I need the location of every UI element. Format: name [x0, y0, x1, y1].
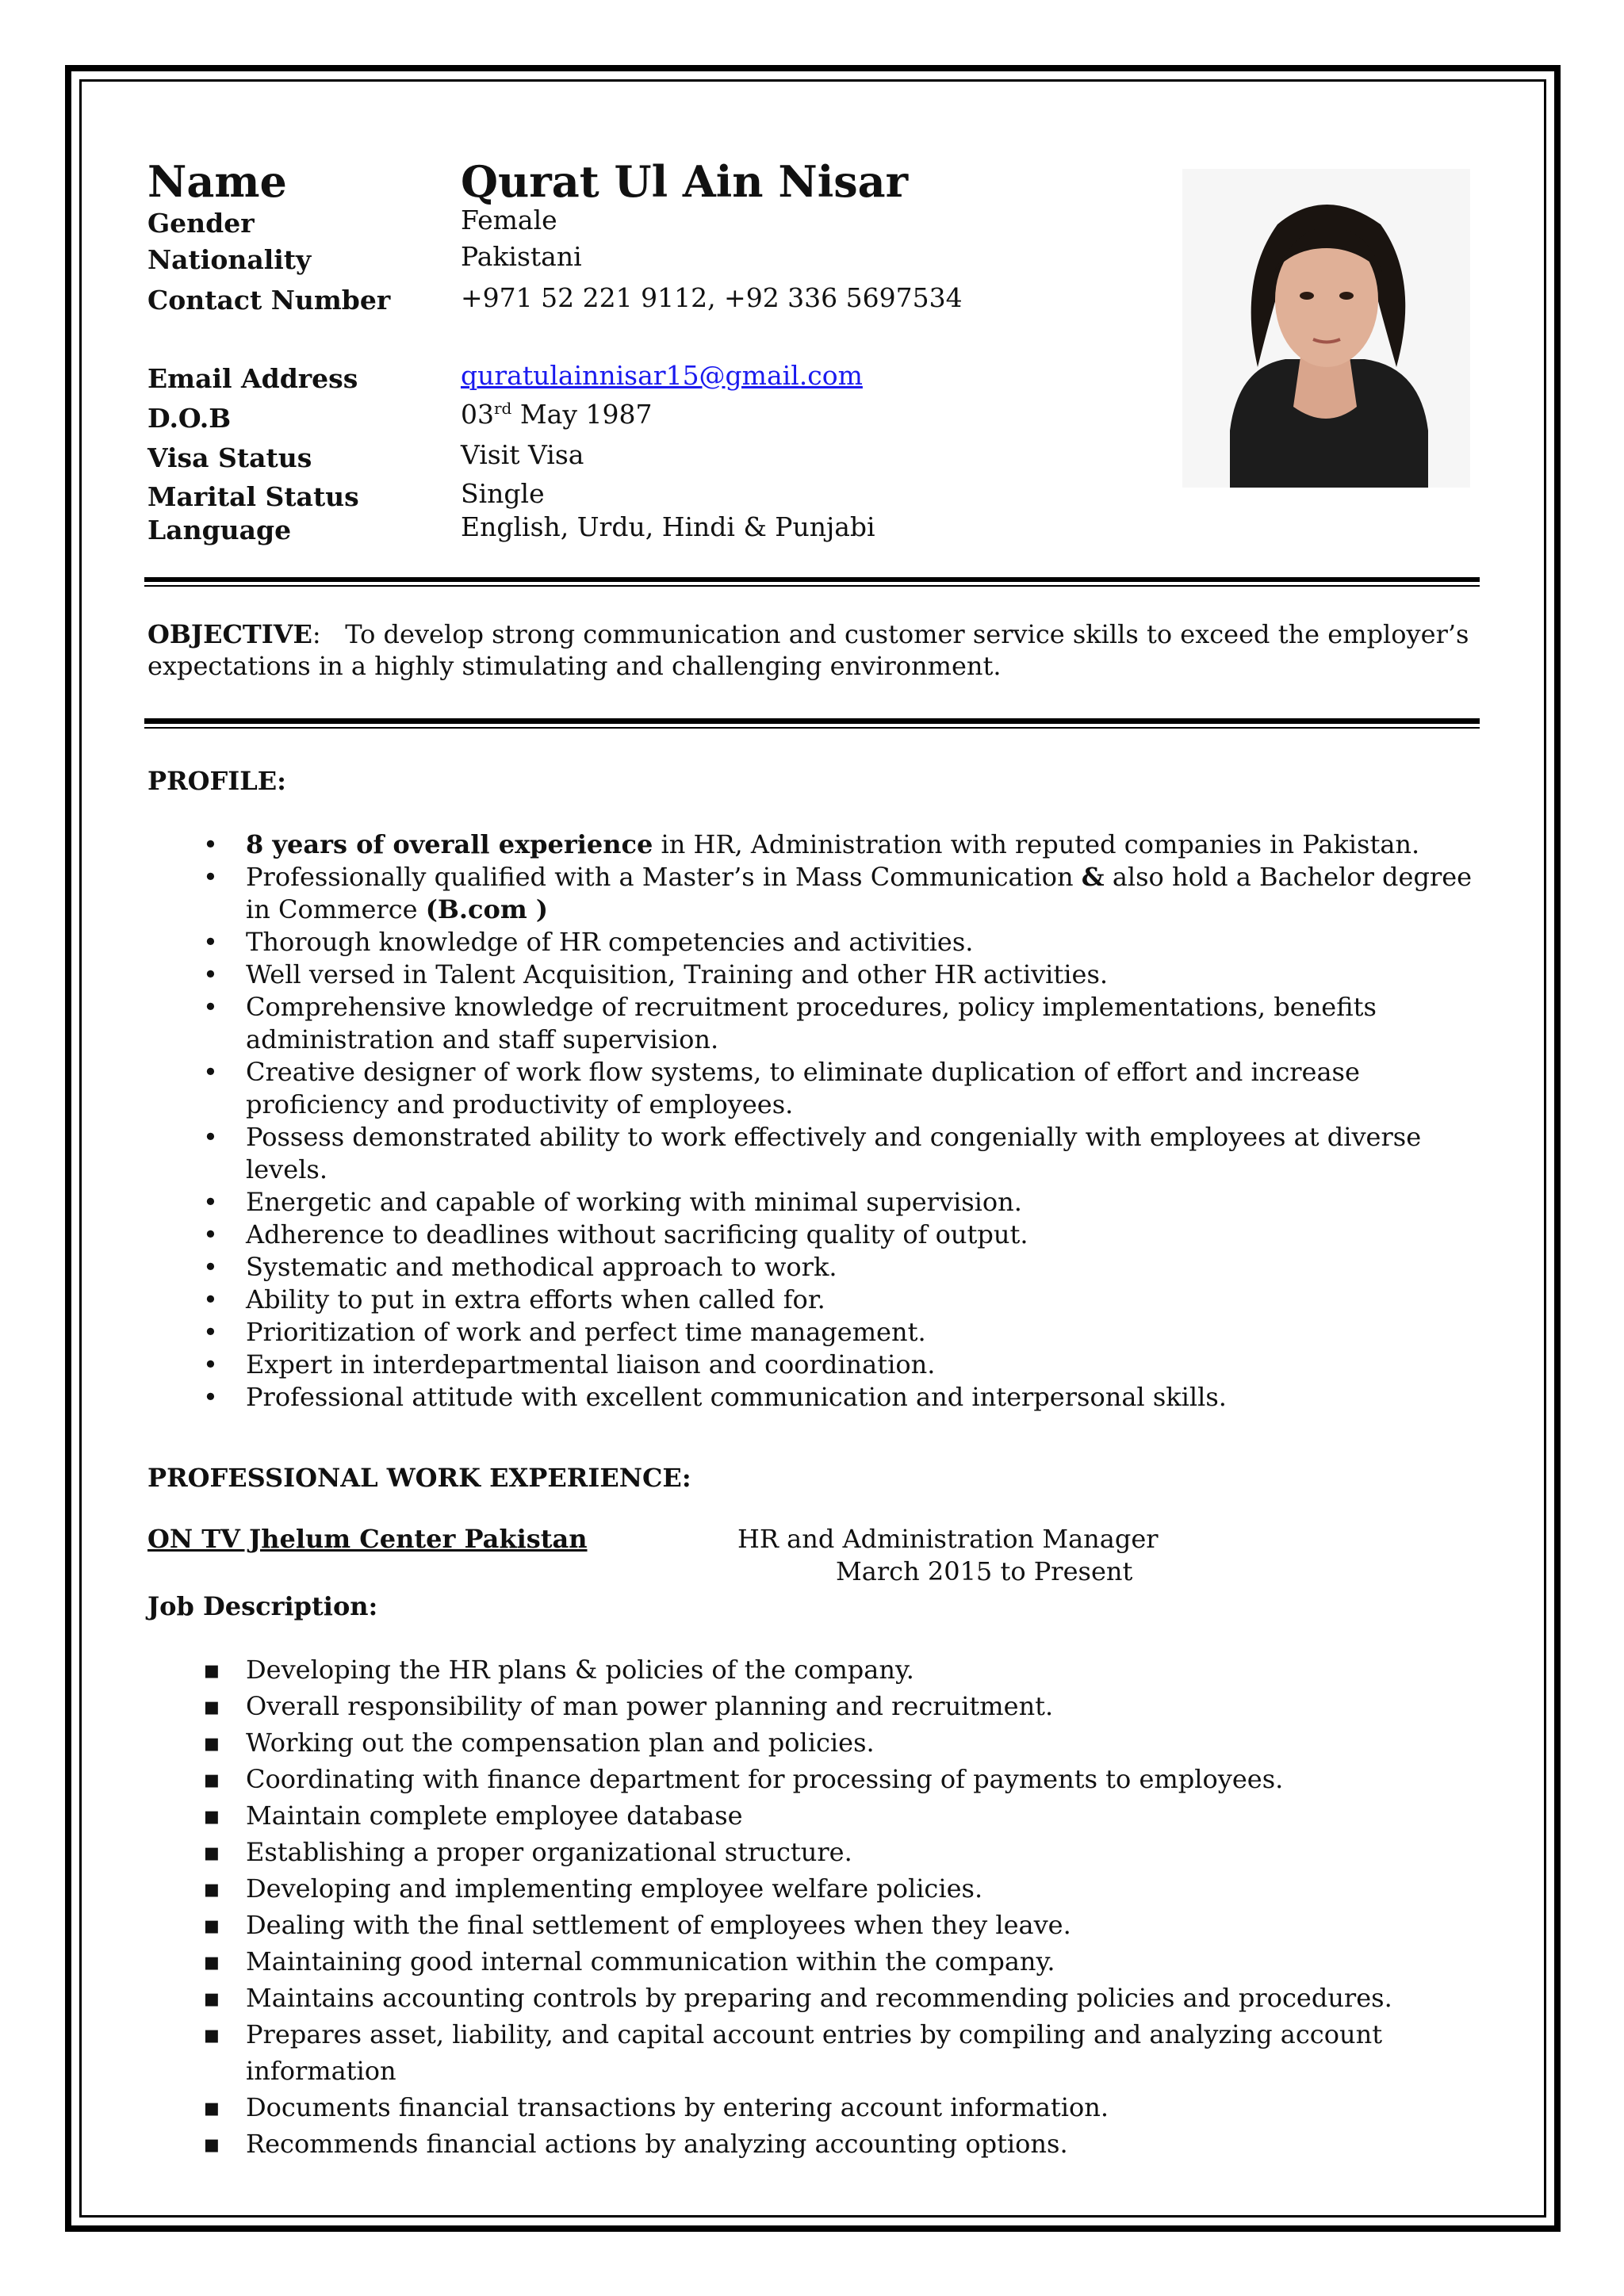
- duty-text: Maintain complete employee database: [246, 1800, 743, 1831]
- profile-item-text: Expert in interdepartmental liaison and coordination.: [246, 1349, 936, 1380]
- gender-value: Female: [461, 205, 557, 235]
- language-label: Language: [147, 515, 292, 545]
- marital-value: Single: [461, 478, 545, 509]
- bullet-icon: •: [203, 992, 218, 1022]
- profile-item: [147, 1284, 1488, 1316]
- job-description-label: Job Description:: [147, 1591, 378, 1621]
- profile-heading: PROFILE:: [147, 766, 286, 796]
- contact-label: Contact Number: [147, 285, 391, 316]
- profile-item-text: in HR, Administration with reputed companies in Pakistan.: [653, 829, 1420, 859]
- profile-item: [147, 1251, 1488, 1284]
- bullet-icon: •: [203, 1382, 218, 1412]
- bullet-icon: •: [203, 1349, 218, 1380]
- profile-item-text: Adherence to deadlines without sacrificing quality of output.: [246, 1219, 1028, 1249]
- language-value: English, Urdu, Hindi & Punjabi: [461, 511, 875, 542]
- duty-item: [147, 2089, 1488, 2126]
- name-label: Name: [147, 156, 287, 207]
- contact-value: +971 52 221 9112, +92 336 5697534: [461, 282, 963, 313]
- profile-item-text: Ability to put in extra efforts when called for.: [246, 1284, 825, 1314]
- section-divider-thin: [144, 585, 1480, 587]
- square-bullet-icon: ▪: [203, 1655, 220, 1685]
- bullet-icon: •: [203, 959, 218, 989]
- job-period: March 2015 to Present: [836, 1556, 1133, 1586]
- profile-list: [147, 828, 1488, 1414]
- duty-item: [147, 1797, 1488, 1834]
- square-bullet-icon: ▪: [203, 1728, 220, 1758]
- nationality-label: Nationality: [147, 244, 312, 275]
- profile-item: [147, 1121, 1488, 1186]
- bullet-icon: •: [203, 862, 218, 892]
- email-label: Email Address: [147, 363, 358, 394]
- objective-colon: :: [312, 619, 321, 649]
- section-divider: [144, 577, 1480, 582]
- job-title: HR and Administration Manager: [737, 1524, 1159, 1554]
- duty-item: [147, 1761, 1488, 1797]
- square-bullet-icon: ▪: [203, 2129, 220, 2159]
- profile-item: [147, 828, 1488, 861]
- duty-text: Maintains accounting controls by preparing and recommending policies and procedures.: [246, 1983, 1392, 2013]
- profile-item-text: Prioritization of work and perfect time management.: [246, 1317, 926, 1347]
- duty-item: [147, 1834, 1488, 1870]
- square-bullet-icon: ▪: [203, 1764, 220, 1794]
- visa-value: Visit Visa: [461, 439, 584, 470]
- duty-item: [147, 1688, 1488, 1724]
- duty-text: Coordinating with finance department for processing of payments to employees.: [246, 1764, 1284, 1794]
- profile-item-text: Thorough knowledge of HR competencies and activities.: [246, 927, 974, 957]
- square-bullet-icon: ▪: [203, 1983, 220, 2013]
- square-bullet-icon: ▪: [203, 2019, 220, 2049]
- bullet-icon: •: [203, 829, 218, 859]
- profile-item-amp: &: [1081, 862, 1105, 892]
- square-bullet-icon: ▪: [203, 1910, 220, 1940]
- duty-text: Dealing with the final settlement of employees when they leave.: [246, 1910, 1071, 1940]
- duty-text: Working out the compensation plan and policies.: [246, 1728, 875, 1758]
- duty-text: Documents financial transactions by entering account information.: [246, 2092, 1109, 2122]
- profile-item-text: Comprehensive knowledge of recruitment procedures, policy implementations, benefits administration and staff supervision.: [246, 992, 1377, 1054]
- profile-item: [147, 991, 1488, 1056]
- profile-item-text: Energetic and capable of working with minimal supervision.: [246, 1187, 1022, 1217]
- profile-item: [147, 1219, 1488, 1251]
- square-bullet-icon: ▪: [203, 2092, 220, 2122]
- marital-label: Marital Status: [147, 481, 359, 512]
- section-divider-thin: [144, 727, 1480, 729]
- duty-item: [147, 1943, 1488, 1980]
- gender-label: Gender: [147, 208, 255, 239]
- profile-item: [147, 1349, 1488, 1381]
- profile-item: [147, 1186, 1488, 1219]
- duty-item: [147, 1980, 1488, 2016]
- duty-item: [147, 1907, 1488, 1943]
- dob-rest: May 1987: [511, 399, 653, 430]
- profile-item-text: Creative designer of work flow systems, to eliminate duplication of effort and increase proficiency and productivity of employees.: [246, 1057, 1360, 1119]
- bullet-icon: •: [203, 927, 218, 957]
- bullet-icon: •: [203, 1122, 218, 1152]
- dob-value: [461, 399, 652, 430]
- duty-item: [147, 1870, 1488, 1907]
- profile-item-bold: 8 years of overall experience: [246, 829, 653, 859]
- profile-item-text: Professional attitude with excellent communication and interpersonal skills.: [246, 1382, 1227, 1412]
- section-divider: [144, 718, 1480, 724]
- bullet-icon: •: [203, 1317, 218, 1347]
- duty-text: Establishing a proper organizational structure.: [246, 1837, 852, 1867]
- duty-item: [147, 2126, 1488, 2162]
- profile-item: [147, 1381, 1488, 1414]
- profile-item-text: Professionally qualified with a Master’s in Mass Communication: [246, 862, 1082, 892]
- profile-item: [147, 959, 1488, 991]
- profile-item-text: Possess demonstrated ability to work effectively and congenially with employees at diverse levels.: [246, 1122, 1422, 1184]
- dob-label: D.O.B: [147, 403, 232, 434]
- bullet-icon: •: [203, 1252, 218, 1282]
- dob-day: 03: [461, 399, 494, 430]
- bullet-icon: •: [203, 1284, 218, 1314]
- duty-text: Developing the HR plans & policies of the company.: [246, 1655, 914, 1685]
- company-name: ON TV Jhelum Center Pakistan: [147, 1524, 588, 1554]
- profile-item: [147, 861, 1488, 926]
- portrait-illustration: [1182, 169, 1470, 488]
- square-bullet-icon: ▪: [203, 1837, 220, 1867]
- email-link[interactable]: quratulainnisar15@gmail.com: [461, 360, 863, 391]
- profile-item-text: Well versed in Talent Acquisition, Training and other HR activities.: [246, 959, 1109, 989]
- bullet-icon: •: [203, 1219, 218, 1249]
- duty-item: [147, 1724, 1488, 1761]
- objective-paragraph: [147, 618, 1480, 682]
- objective-text: To develop strong communication and customer service skills to exceed the employer’s expectations in a highly stimulating and challenging environment.: [147, 619, 1469, 681]
- duty-text: Maintaining good internal communication within the company.: [246, 1946, 1055, 1976]
- square-bullet-icon: ▪: [203, 1873, 220, 1904]
- profile-item: [147, 926, 1488, 959]
- profile-item-bold: (B.com ): [425, 894, 549, 924]
- experience-heading: PROFESSIONAL WORK EXPERIENCE:: [147, 1463, 691, 1493]
- duty-text: Overall responsibility of man power planning and recruitment.: [246, 1691, 1054, 1721]
- profile-item: [147, 1056, 1488, 1121]
- duty-item: [147, 2016, 1488, 2089]
- profile-photo: [1182, 169, 1470, 488]
- duties-list: [147, 1651, 1488, 2162]
- name-value: Qurat Ul Ain Nisar: [461, 156, 909, 207]
- duty-text: Developing and implementing employee welfare policies.: [246, 1873, 983, 1904]
- square-bullet-icon: ▪: [203, 1800, 220, 1831]
- dob-suffix: rd: [494, 399, 512, 418]
- square-bullet-icon: ▪: [203, 1691, 220, 1721]
- duty-item: [147, 1651, 1488, 1688]
- visa-label: Visa Status: [147, 442, 312, 473]
- duty-text: Recommends financial actions by analyzing accounting options.: [246, 2129, 1068, 2159]
- bullet-icon: •: [203, 1187, 218, 1217]
- square-bullet-icon: ▪: [203, 1946, 220, 1976]
- profile-item-text: also hold a Bachelor degree in Commerce: [246, 862, 1473, 924]
- profile-item-text: Systematic and methodical approach to work.: [246, 1252, 837, 1282]
- objective-label: OBJECTIVE: [147, 619, 312, 649]
- nationality-value: Pakistani: [461, 241, 582, 272]
- duty-text: Prepares asset, liability, and capital account entries by compiling and analyzing account information: [246, 2019, 1383, 2086]
- bullet-icon: •: [203, 1057, 218, 1087]
- profile-item: [147, 1316, 1488, 1349]
